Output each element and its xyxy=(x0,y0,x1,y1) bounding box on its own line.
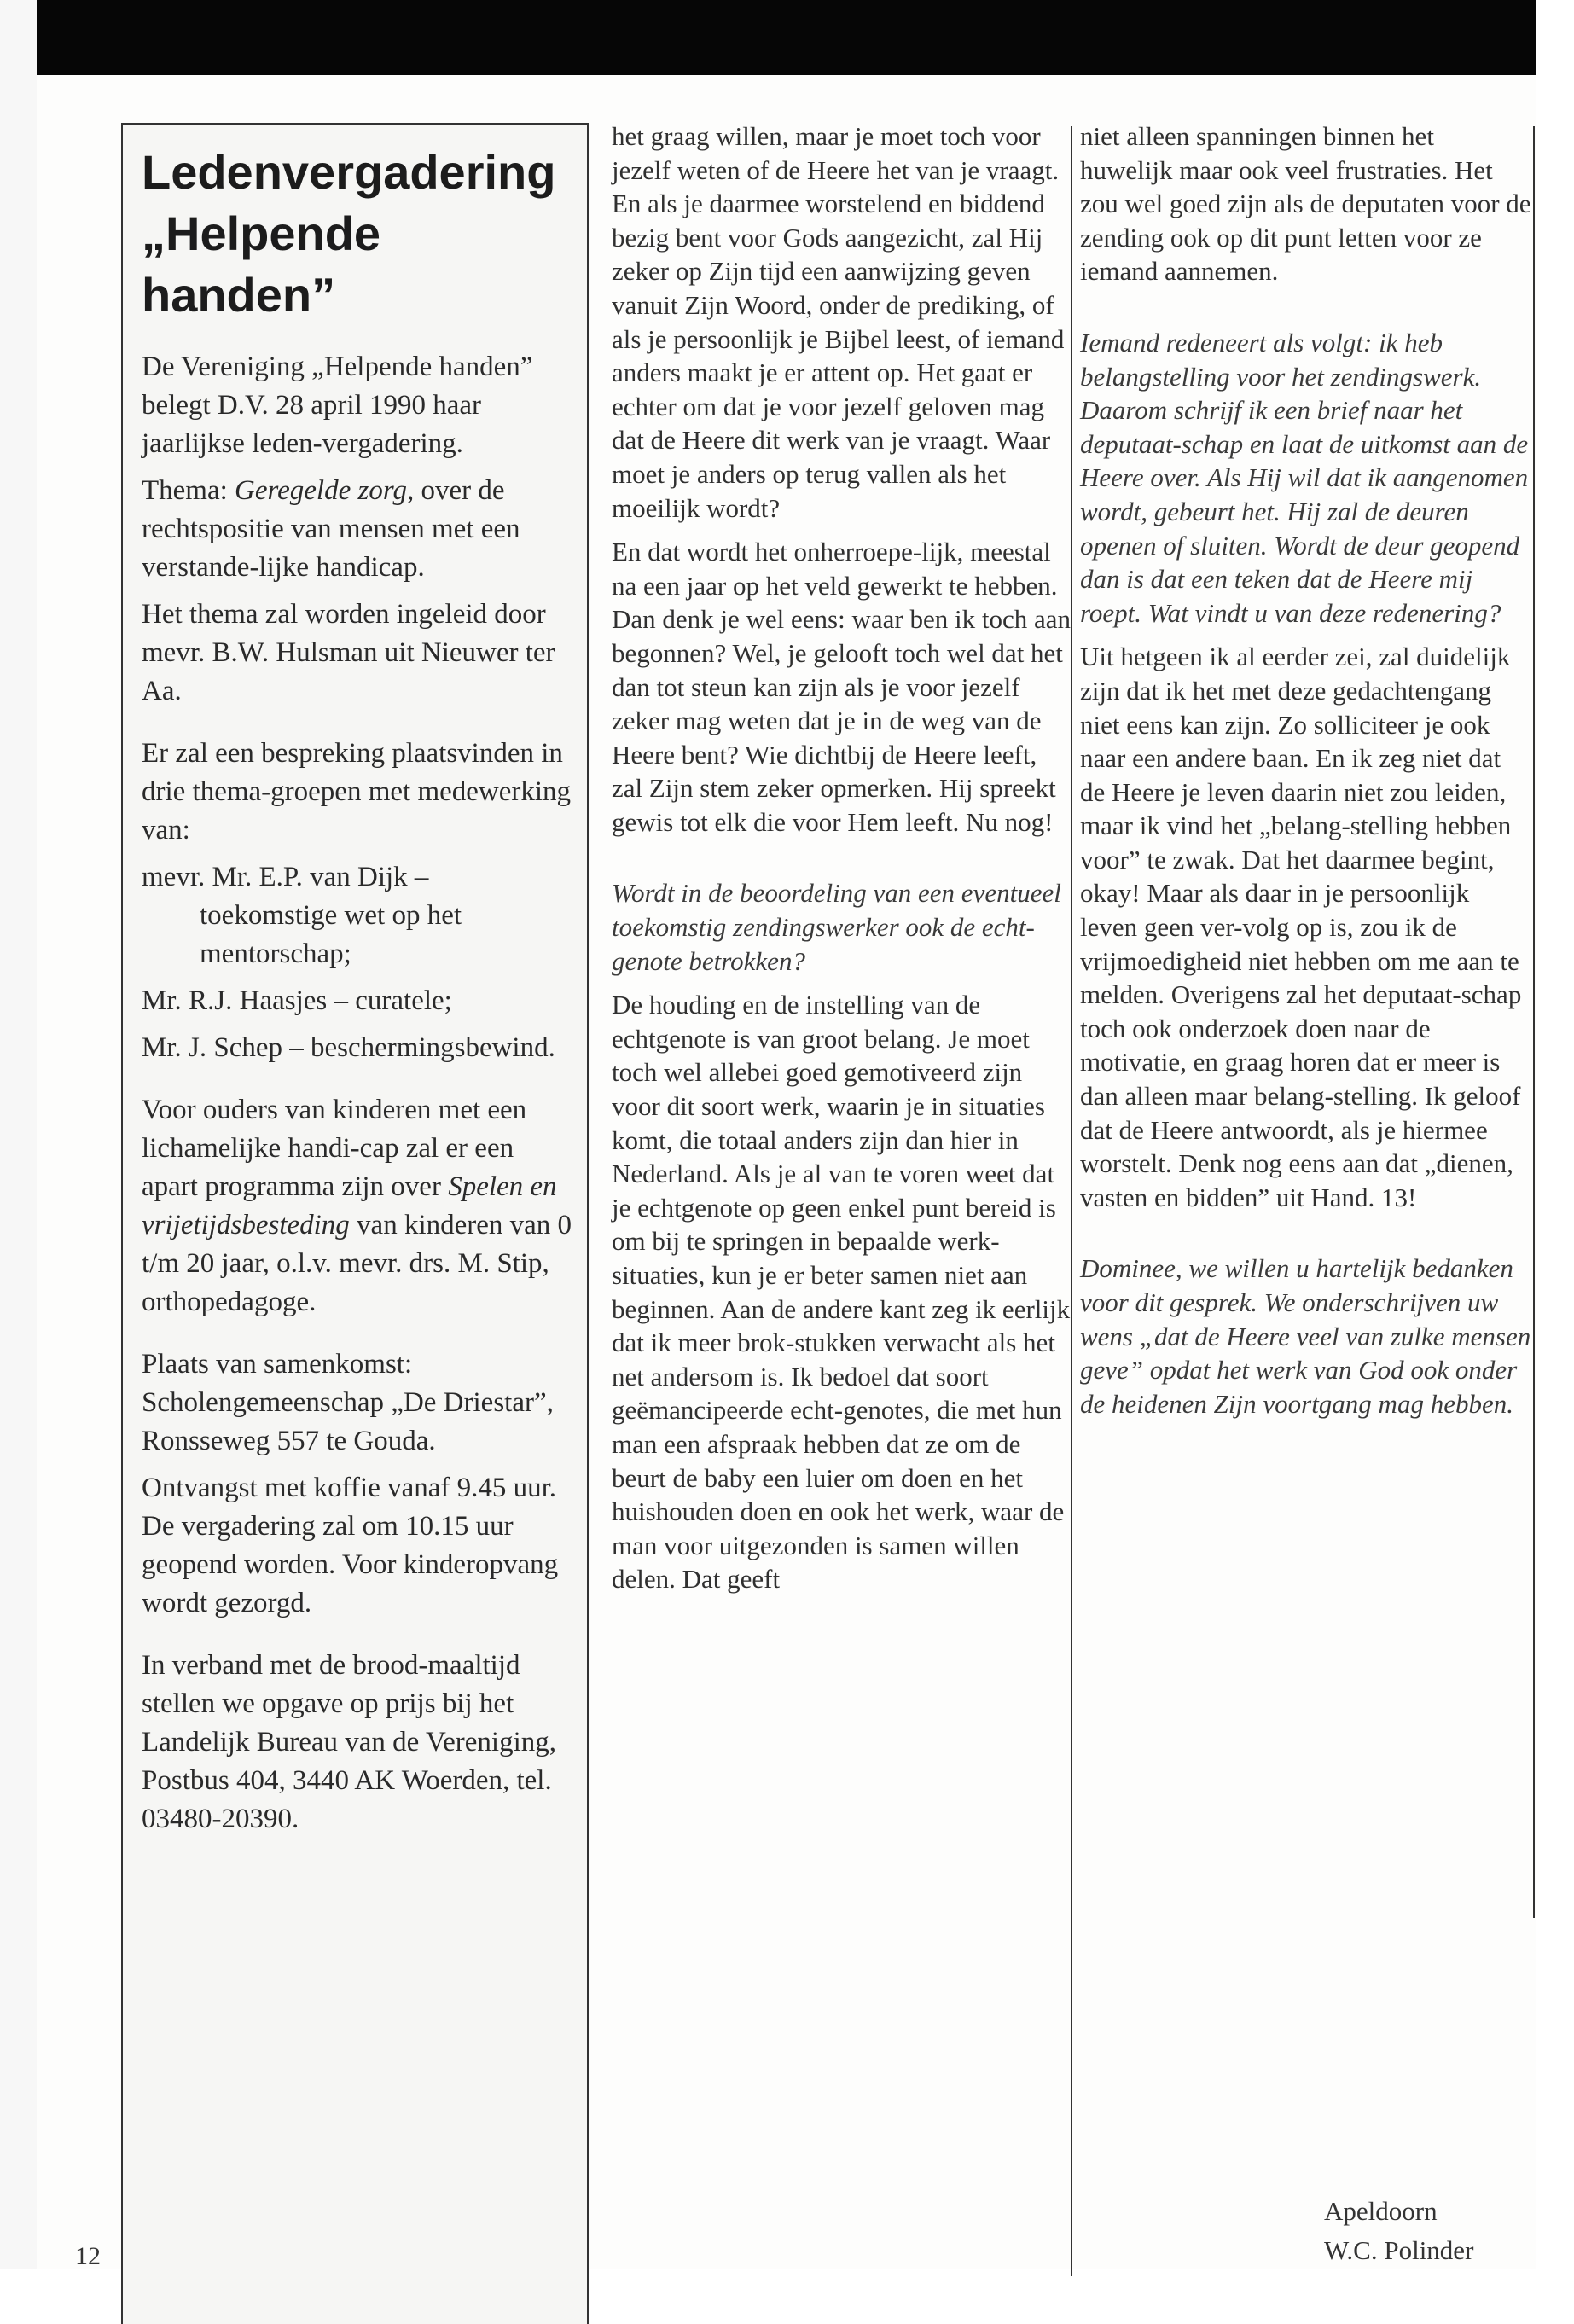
announcement-box xyxy=(121,123,589,2324)
location-paragraph: Plaats van samenkomst: Scholengemeenschap „De Driestar”, Ronsseweg 557 te Gouda. xyxy=(142,1349,554,1456)
speaker-item: mevr. Mr. E.P. van Dijk – toekomstige wet op het mentorschap; xyxy=(142,862,462,969)
parents-paragraph: Voor ouders van kinderen met een lichamelijke handi-cap zal er een apart programma zijn over Spelen en vrijetijdsbesteding van kinderen van 0 t/m 20 jaar, o.l.v. mevr. drs. M. Stip, orthopedagoge. xyxy=(142,1095,572,1317)
groups-paragraph: Er zal een bespreking plaatsvinden in drie thema-groepen met medewerking van: xyxy=(142,738,572,845)
article-column-3 xyxy=(1080,119,1532,1431)
interview-question: Wordt in de beoordeling van een eventueel toekomstig zendingswerker ook de echt-genote betrokken? xyxy=(612,878,1061,976)
intro-paragraph: De Vereniging „Helpende handen” belegt D.V. 28 april 1990 haar jaarlijkse leden-vergadering. xyxy=(142,352,533,459)
speaker-item: Mr. R.J. Haasjes – curatele; xyxy=(142,985,452,1016)
signature-name: W.C. Polinder xyxy=(1324,2235,1474,2265)
scan-margin xyxy=(0,0,37,2269)
announcement-title: Ledenvergadering „Helpende handen” xyxy=(142,145,556,322)
article-paragraph: het graag willen, maar je moet toch voor jezelf weten of de Heere het van je vraagt. En als je daarmee worstelend en biddend bezig bent voor Gods aangezicht, zal Hij zeker op Zijn tijd een aanwijzing geven vanuit Zijn Woord, onder de prediking, of als je persoonlijk je Bijbel leest, of iemand anders maakt je er attent op. Het gaat er echter om dat je voor jezelf geloven mag dat de Heere dit werk van je vraagt. Waar moet je anders op terug vallen als het moeilijk wordt? xyxy=(612,121,1065,523)
closing-remark: Dominee, we willen u hartelijk bedanken voor dit gesprek. We onderschrijven uw wens „dat de Heere veel van zulke mensen geve” opdat het werk van God ook onder de heidenen Zijn voortgang mag hebben. xyxy=(1080,1253,1531,1419)
speaker-paragraph: Het thema zal worden ingeleid door mevr. B.W. Hulsman uit Nieuwer ter Aa. xyxy=(142,599,555,706)
article-paragraph: En dat wordt het onherroepe-lijk, meestal na een jaar op het veld gewerkt te hebben. Dan denk je wel eens: waar ben ik toch aan begonnen? Wel, je gelooft toch wel dat het dan tot steun kan zijn als je voor jezelf zeker mag weten dat je in de weg van de Heere bent? Wie dichtbij de Heere leeft, zal Zijn stem zeker opmerken. Hij spreekt gewis tot elk die voor Hem leeft. Nu nog! xyxy=(612,537,1071,837)
schedule-paragraph: Ontvangst met koffie vanaf 9.45 uur. De vergadering zal om 10.15 uur geopend worden. Voor kinderopvang wordt gezorgd. xyxy=(142,1473,559,1618)
speaker-item: Mr. J. Schep – beschermingsbewind. xyxy=(142,1032,555,1063)
article-column-2 xyxy=(612,119,1072,1606)
scan-top-border xyxy=(37,0,1536,75)
page-number: 12 xyxy=(75,2242,101,2270)
magazine-page xyxy=(37,75,1536,2269)
registration-paragraph: In verband met de brood-maaltijd stellen we opgave op prijs bij het Landelijk Bureau van de Vereniging, Postbus 404, 3440 AK Woerden, tel. 03480-20390. xyxy=(142,1650,556,1834)
interview-question: Iemand redeneert als volgt: ik heb belangstelling voor het zendingswerk. Daarom schrijf ik een brief naar het deputaat-schap en laat de uitkomst aan de Heere over. Als Hij wil dat ik aangenomen wordt, gebeurt het. Hij zal de deuren openen of sluiten. Wordt de deur geopend dan is dat een teken dat de Heere mij roept. Wat vindt u van deze redenering? xyxy=(1080,327,1529,628)
article-paragraph: De houding en de instelling van de echtgenote is van groot belang. Je moet toch wel allebei goed gemotiveerd zijn voor dit soort werk, waarin je in situaties komt, die totaal anders zijn dan hier in Nederland. Als je al van te voren weet dat je echtgenote op geen enkel punt bereid is om bij te springen in bepaalde werk-situaties, kun je er beter samen niet aan beginnen. Aan de andere kant zeg ik eerlijk dat ik meer brok-stukken verwacht als het net andersom is. Ik bedoel dat soort geëmancipeerde echt-genotes, die met hun man een afspraak hebben dat ze om de beurt de baby een luier om doen en het huishouden doen en ook het werk, waar de man voor uitgezonden is samen willen delen. Dat geeft xyxy=(612,990,1071,1595)
article-paragraph: Uit hetgeen ik al eerder zei, zal duidelijk zijn dat ik het met deze gedachtengang niet eens kan zijn. Zo solliciteer je ook naar een andere baan. En ik zeg niet dat de Heere je leven daarin niet zou leiden, maar ik vind het „belang-stelling hebben voor” te zwak. Dat het daarmee begint, okay! Maar als daar in je persoonlijk leven geen ver-volg op is, zou ik de vrijmoedigheid niet hebben om me aan te melden. Overigens zal het deputaat-schap toch ook onderzoek doen naar de motivatie, en graag horen dat er meer is dan alleen maar belang-stelling. Ik geloof dat de Heere antwoordt, als je hiermee worstelt. Denk nog eens aan dat „dienen, vasten en bidden” uit Hand. 13! xyxy=(1080,642,1522,1212)
theme-paragraph: Thema: Geregelde zorg, over de rechtspositie van mensen met een verstande-lijke handicap. xyxy=(142,475,520,583)
article-paragraph: niet alleen spanningen binnen het huwelijk maar ook veel frustraties. Het zou wel goed zijn als de deputaten voor de zending ook op dit punt letten voor ze iemand aannemen. xyxy=(1080,121,1531,287)
signature-place: Apeldoorn xyxy=(1324,2196,1438,2226)
column-rule xyxy=(1533,126,1535,1918)
